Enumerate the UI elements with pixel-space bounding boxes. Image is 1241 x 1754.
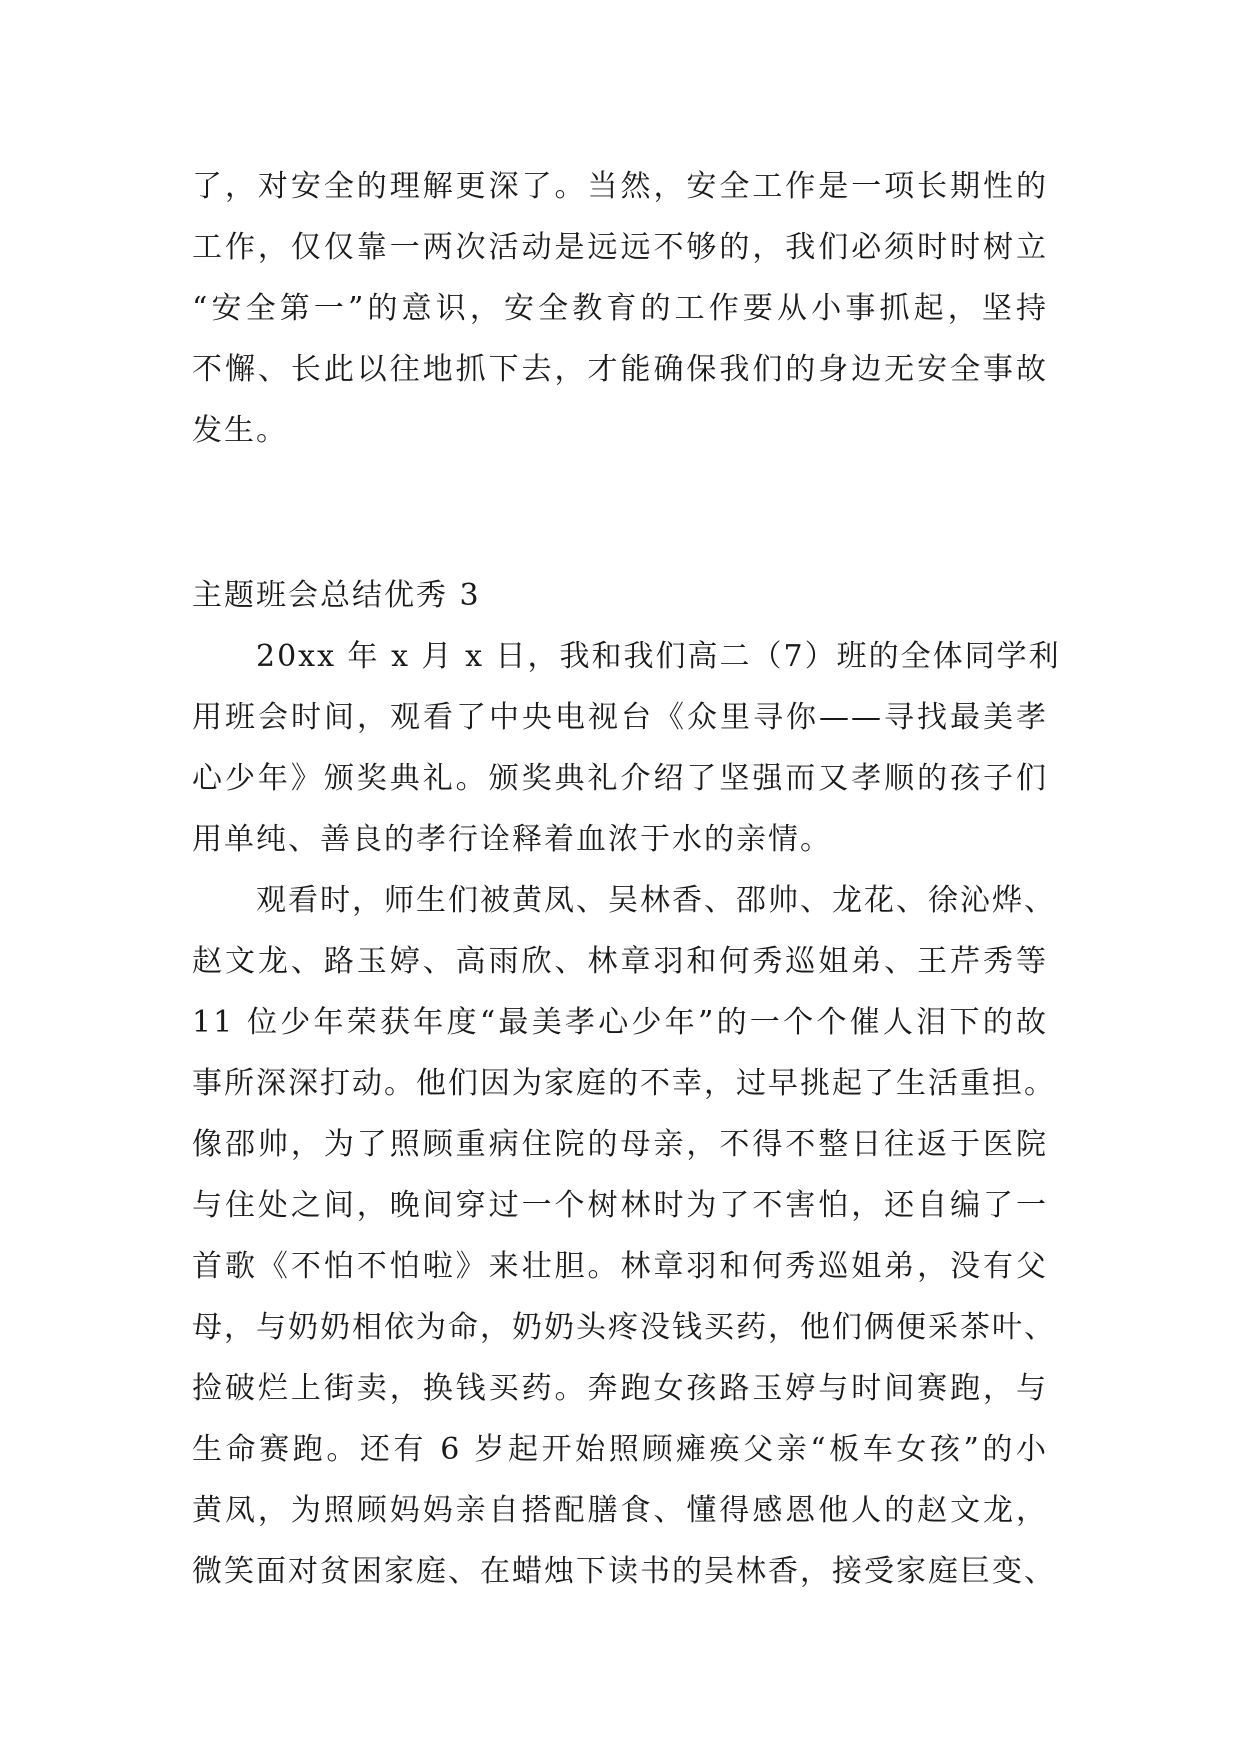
main-content xyxy=(192,626,1061,1602)
paragraph-line: 发生。 xyxy=(192,413,288,448)
paragraph-line: 20xx 年 x 月 x 日，我和我们高二（7）班的全体同学利 xyxy=(256,639,1061,674)
paragraph-line: 心少年》颁奖典礼。颁奖典礼介绍了坚强而又孝顺的孩子们 xyxy=(192,761,1048,796)
paragraph-line: 事所深深打动。他们因为家庭的不幸，过早挑起了生活重担。 xyxy=(192,1066,1056,1101)
top-paragraph xyxy=(192,156,1048,461)
paragraph-line: 母，与奶奶相依为命，奶奶头疼没钱买药，他们俩便采茶叶、 xyxy=(192,1310,1056,1345)
paragraph-line: 观看时，师生们被黄凤、吴林香、邵帅、龙花、徐沁烨、 xyxy=(256,883,1056,918)
section-title: 主题班会总结优秀 3 xyxy=(192,578,481,613)
paragraph-line: 黄凤，为照顾妈妈亲自搭配膳食、懂得感恩他人的赵文龙， xyxy=(192,1493,1048,1528)
paragraph-1 xyxy=(192,626,1061,870)
paragraph-line: 用班会时间，观看了中央电视台《众里寻你——寻找最美孝 xyxy=(192,700,1048,735)
paragraph-line: 与住处之间，晚间穿过一个树林时为了不害怕，还自编了一 xyxy=(192,1188,1048,1223)
paragraph-line: 像邵帅，为了照顾重病住院的母亲，不得不整日往返于医院 xyxy=(192,1127,1048,1162)
paragraph-2 xyxy=(192,870,1056,1602)
paragraph-line: 11 位少年荣获年度“最美孝心少年”的一个个催人泪下的故 xyxy=(192,1005,1048,1040)
paragraph-line: 捡破烂上街卖，换钱买药。奔跑女孩路玉婷与时间赛跑，与 xyxy=(192,1371,1048,1406)
paragraph-line: 工作，仅仅靠一两次活动是远远不够的，我们必须时时树立 xyxy=(192,230,1048,265)
paragraph-line: 了，对安全的理解更深了。当然，安全工作是一项长期性的 xyxy=(192,169,1048,204)
paragraph-line: 微笑面对贫困家庭、在蜡烛下读书的吴林香，接受家庭巨变、 xyxy=(192,1554,1056,1589)
paragraph-line: 首歌《不怕不怕啦》来壮胆。林章羽和何秀巡姐弟，没有父 xyxy=(192,1249,1048,1284)
paragraph-line: 赵文龙、路玉婷、高雨欣、林章羽和何秀巡姐弟、王芹秀等 xyxy=(192,944,1048,979)
paragraph-line: 生命赛跑。还有 6 岁起开始照顾瘫痪父亲“板车女孩”的小 xyxy=(192,1432,1048,1467)
section-header xyxy=(192,565,1048,626)
paragraph-line: 用单纯、善良的孝行诠释着血浓于水的亲情。 xyxy=(192,822,832,857)
paragraph-line: “安全第一”的意识，安全教育的工作要从小事抓起，坚持 xyxy=(192,291,1048,326)
paragraph-line: 不懈、长此以往地抓下去，才能确保我们的身边无安全事故 xyxy=(192,352,1048,387)
